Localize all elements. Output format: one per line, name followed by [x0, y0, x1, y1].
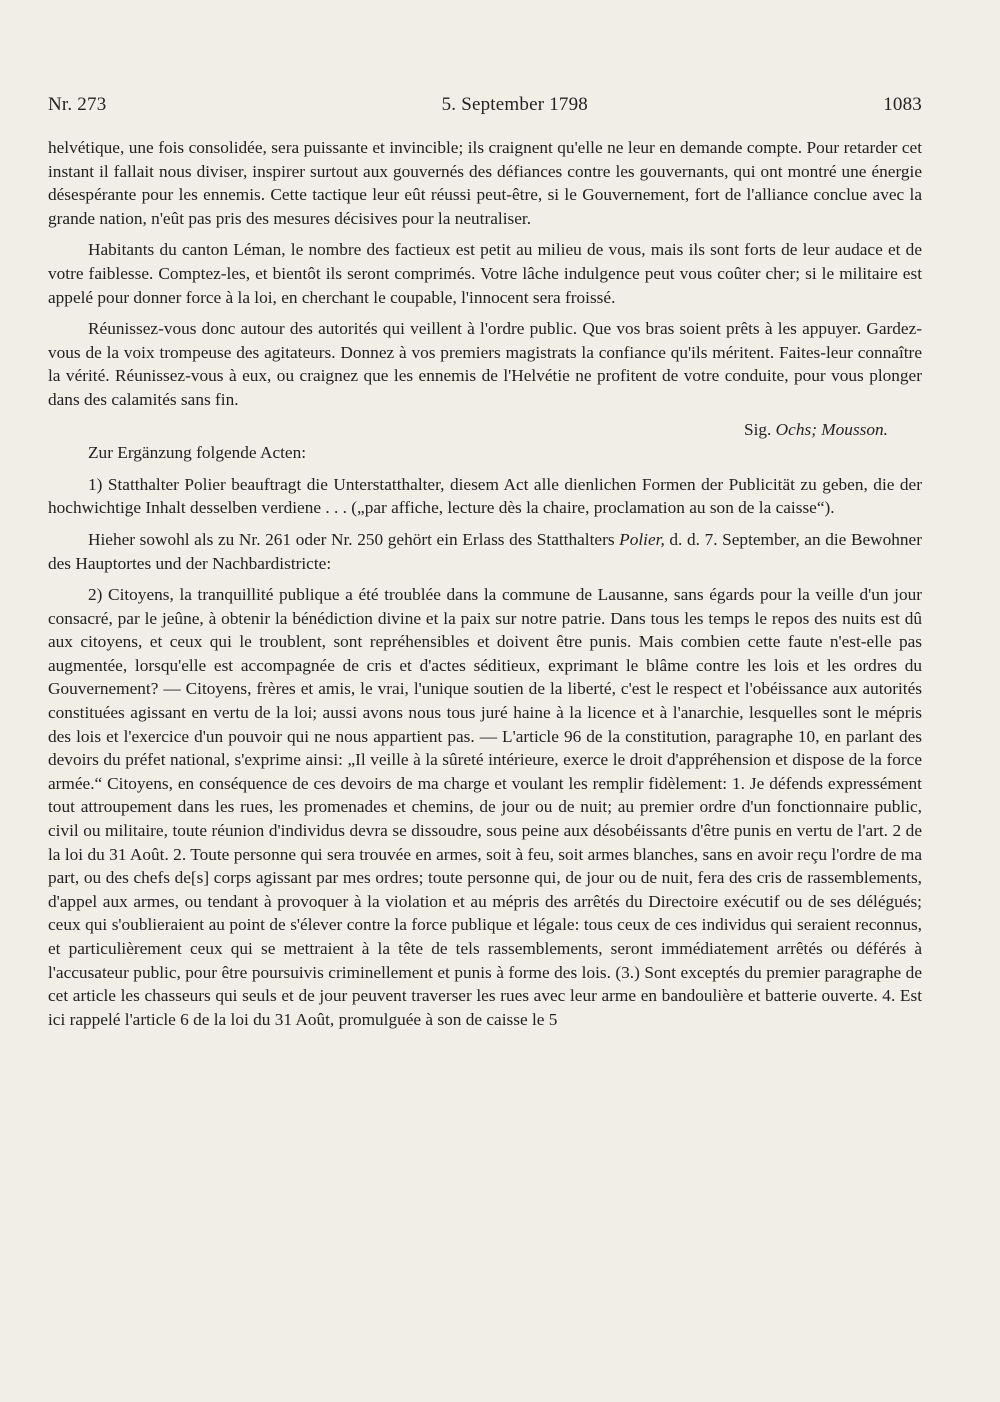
page-number: 1083: [883, 94, 922, 115]
running-header: [48, 94, 922, 116]
paragraph-hieher: [48, 528, 922, 575]
paragraph-hieher-end: d. d. 7. September, an die Bewohner des Hauptortes und der Nachbardistricte:: [48, 529, 922, 573]
document-number: Nr. 273: [48, 94, 107, 115]
paragraph-citoyens: 2) Citoyens, la tranquillité publique a été troublée dans la commune de Lausanne, sans égards pour la veille d'un jour consacré, par le jeûne, à obtenir la bénédiction divine et la paix sur notre patrie. Dans tous les temps le repos des nuits est dû aux citoyens, et ceux qui le troublent, sont repréhensibles et doivent être punis. Mais combien cette faute n'est-elle pas augmentée, lorsqu'elle est accompagnée de cris et d'actes séditieux, exprimant le blâme contre les lois et les ordres du Gouvernement? — Citoyens, frères et amis, le vrai, l'unique soutien de la liberté, c'est le respect et l'obéissance aux autorités constituées agissant en vertu de la loi; aussi avons nous tous juré haine à la licence et à l'anarchie, lesquelles sont le mépris des lois et l'exercice d'un pouvoir qui ne nous appartient pas. — L'article 96 de la constitution, paragraphe 10, en parlant des devoirs du préfet national, s'exprime ainsi: „Il veille à la sûreté intérieure, exerce le droit d'appréhension et dispose de la force armée.“ Citoyens, en conséquence de ces devoirs de ma charge et voulant les remplir fidèlement: 1. Je défends expressément tout attroupement dans les rues, les promenades et chemins, de jour ou de nuit; au premier ordre d'un fonctionnaire public, civil ou militaire, toute réunion d'individus devra se dissoudre, sous peine aux désobéissants d'être punis en vertu de l'art. 2 de la loi du 31 Août. 2. Toute personne qui sera trouvée en armes, soit à feu, soit armes blanches, sans en avoir reçu l'ordre de ma part, ou des chefs de[s] corps agissant par mes ordres; toute personne qui, de jour ou de nuit, fera des cris de rassemblements, d'appel aux armes, ou tendant à provoquer à la violation et au mépris des arrêtés du Directoire exécutif ou de ses délégués; ceux qui s'oublieraient au point de s'élever contre la force publique et légale: tous ceux de ces individus qui seraient reconnus, et particulièrement ceux qui se mettraient à la tête de tels rassemblements, seront immédiatement arrêtés ou déférés à l'accusateur public, pour être poursuivis criminellement et punis à forme des lois. (3.) Sont exceptés du premier paragraphe de cet article les chasseurs qui seuls et de jour peuvent traverser les rues avec leur arme en bandoulière et batterie ouverte. 4. Est ici rappelé l'article 6 de la loi du 31 Août, promulguée à son de caisse le 5: [48, 585, 922, 1029]
signature-line: [48, 418, 888, 442]
supplement-heading: Zur Ergänzung folgende Acten:: [88, 443, 307, 463]
document-date: 5. September 1798: [441, 94, 588, 115]
paragraph-reunissez: Réunissez-vous donc autour des autorités qui veillent à l'ordre public. Que vos bras soient prêts à les appuyer. Gardez-vous de la voix trompeuse des agitateurs. Donnez à vos premiers magistrats la confiance qu'ils méritent. Faites-leur connaître la vérité. Réunissez-vous à eux, ou craignez que les ennemis de l'Helvétie ne profitent de votre conduite, pour vous plonger dans des calamités sans fin.: [48, 319, 922, 409]
paragraph-continuation: helvétique, une fois consolidée, sera puissante et invincible; ils craignent qu'elle ne leur en demande compte. Pour retarder cet instant il fallait nous diviser, inspirer surtout aux gouvernés des défiances contre les gouvernants, qui ont montré une énergie désespérante pour les ennemis. Cette tactique leur eût réussi peut-être, si le Gouvernement, fort de l'alliance conclue avec la grande nation, n'eût pas pris des mesures décisives pour la neutraliser.: [48, 138, 922, 228]
signature-names: Ochs; Mousson.: [775, 419, 888, 439]
statthalter-name: Polier,: [619, 529, 665, 549]
paragraph-habitants: Habitants du canton Léman, le nombre des factieux est petit au milieu de vous, mais ils sont forts de leur audace et de votre faiblesse. Comptez-les, et bientôt ils seront comprimés. Votre lâche indulgence peut vous coûter cher; si le militaire est appelé pour donner force à la loi, en cherchant le coupable, l'innocent sera froissé.: [48, 240, 922, 307]
signature-prefix: Sig.: [743, 419, 772, 439]
paragraph-polier-order: 1) Statthalter Polier beauftragt die Unterstatthalter, diesem Act alle dienlichen Formen der Publicität zu geben, die der hochwichtige Inhalt desselben verdiene . . . („par affiche, lecture dès la chaire, proclamation au son de la caisse“).: [48, 474, 922, 518]
paragraph-hieher-start: Hieher sowohl als zu Nr. 261 oder Nr. 250 gehört ein Erlass des Statthalters: [88, 529, 615, 549]
